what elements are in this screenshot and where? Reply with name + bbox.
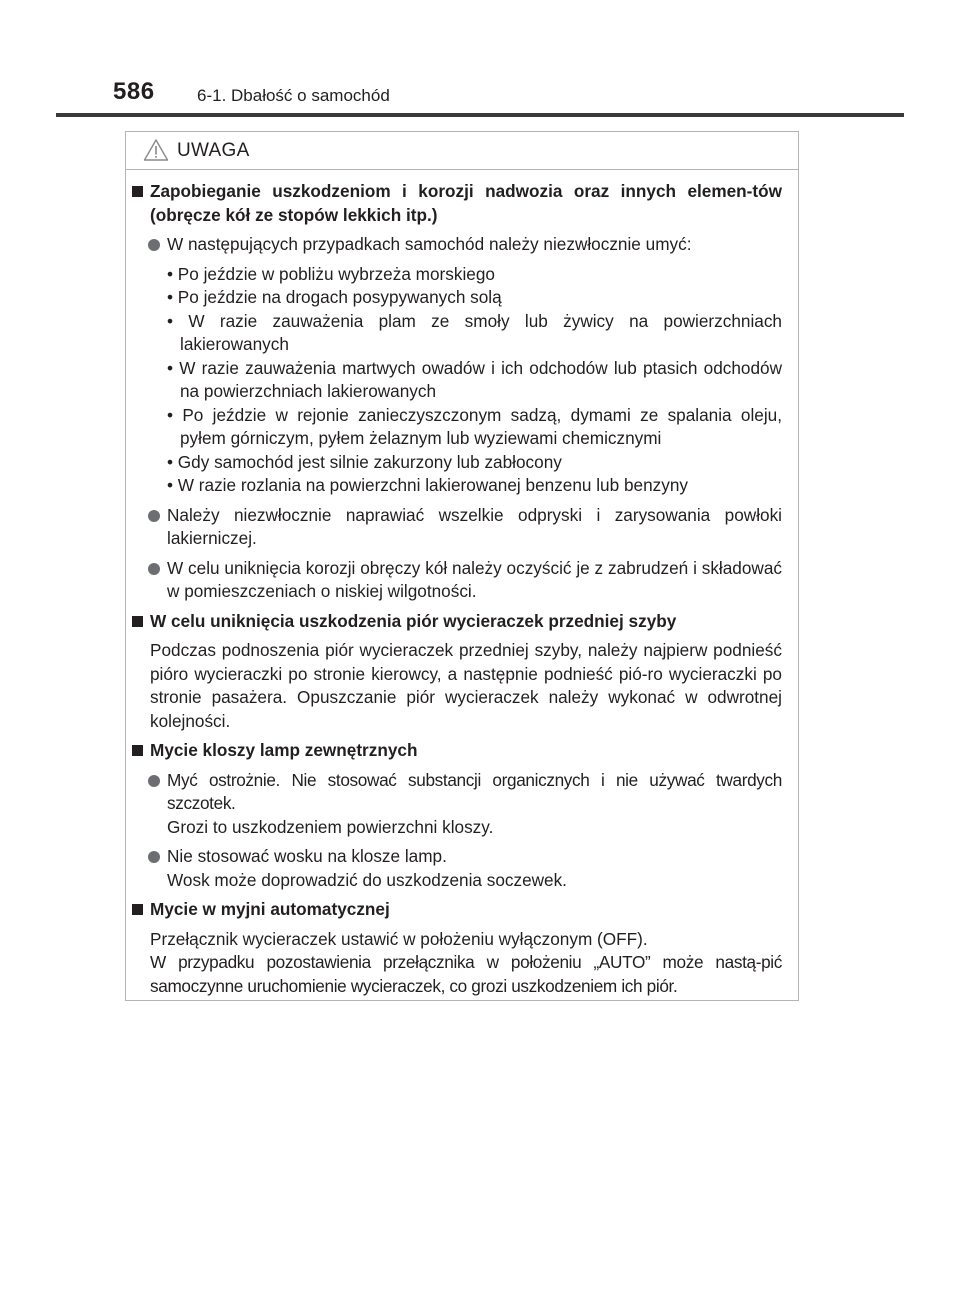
section-title-text: W celu uniknięcia uszkodzenia piór wycieraczek przedniej szyby [150,610,677,631]
header-rule [56,113,904,117]
caution-header [126,132,798,170]
section-title [132,180,782,227]
section-title [132,898,782,922]
section-heading: 6-1. Dbałość o samochód [197,86,390,105]
square-bullet-icon [132,745,143,756]
sub-item: • W razie rozlania na powierzchni lakierowanej benzenu lub benzyny [167,475,688,495]
caution-box [125,131,799,1001]
bullet-text: Należy niezwłocznie naprawiać wszelkie odpryski i zarysowania powłoki lakierniczej. [167,504,782,548]
warning-triangle-icon [143,138,169,162]
dot-bullet-icon [148,775,160,787]
section-title-text: Mycie kloszy lamp zewnętrznych [150,740,418,760]
section-car-wash [132,898,782,998]
bullet-main: Nie stosować wosku na klosze lamp. [167,846,447,866]
square-bullet-icon [132,186,143,197]
section-wiper-blades [132,610,782,734]
paragraph-line: W przypadku pozostawienia przełącznika w położeniu „AUTO” może nastą-pić samoczynne uruchomienie wycieraczek, co grozi uszkodzeniem ich piór. [150,952,782,996]
bullet-item [148,769,782,840]
section-title-text: Mycie w myjni automatycznej [150,899,390,919]
bullet-text: W celu uniknięcia korozji obręczy kół należy oczyścić je z zabrudzeń i składować w pomieszczeniach o niskiej wilgotności. [167,557,782,601]
sub-item: • Gdy samochód jest silnie zakurzony lub zabłocony [167,451,562,472]
bullet-text [167,845,782,892]
section-title [132,739,782,763]
section-paragraph: Podczas podnoszenia piór wycieraczek przedniej szyby, należy najpierw podnieść pióro wycieraczki po stronie kierowcy, a następnie podnieść pió-ro wycieraczki po stronie pasażera. Opuszczanie piór wycieraczek należy wykonać w odwrotnej kolejności. [150,640,782,731]
bullet-item [148,233,782,257]
dot-bullet-icon [148,239,160,251]
sub-item: • W razie zauważenia plam ze smoły lub żywicy na powierzchniach lakierowanych [167,310,782,354]
bullet-text: W następujących przypadkach samochód należy niezwłocznie umyć: [167,234,692,254]
square-bullet-icon [132,904,143,915]
sub-list [167,263,782,498]
sub-item: • Po jeździe na drogach posypywanych solą [167,287,502,307]
section-title-text: Zapobieganie uszkodzeniom i korozji nadwozia oraz innych elemen-tów (obręcze kół ze stopów lekkich itp.) [150,181,782,225]
dot-bullet-icon [148,510,160,522]
paragraph-line: Przełącznik wycieraczek ustawić w położeniu wyłączonym (OFF). [150,928,648,949]
section-paragraph [150,928,782,999]
section-body-corrosion [132,180,782,604]
bullet-item [148,557,782,604]
bullet-text [167,769,782,840]
bullet-note: Wosk może doprowadzić do uszkodzenia soczewek. [167,869,567,890]
section-lamp-lenses [132,739,782,892]
sub-item: • Po jeździe w rejonie zanieczyszczonym sadzą, dymami ze spalania oleju, pyłem górniczym, pyłem żelaznym lub wyziewami chemicznymi [167,404,782,448]
bullet-main: Myć ostrożnie. Nie stosować substancji organicznych i nie używać twardych szczotek. [167,769,782,813]
section-title [132,610,782,634]
bullet-item [148,845,782,892]
dot-bullet-icon [148,851,160,863]
square-bullet-icon [132,616,143,627]
sub-item: • W razie zauważenia martwych owadów i ich odchodów lub ptasich odchodów na powierzchniach lakierowanych [167,357,782,401]
bullet-item [148,504,782,551]
bullet-note: Grozi to uszkodzeniem powierzchni kloszy. [167,816,494,837]
caution-body [126,170,798,998]
sub-item: • Po jeździe w pobliżu wybrzeża morskiego [167,263,495,284]
dot-bullet-icon [148,563,160,575]
caution-title: UWAGA [177,139,250,161]
page-number: 586 [113,78,155,105]
